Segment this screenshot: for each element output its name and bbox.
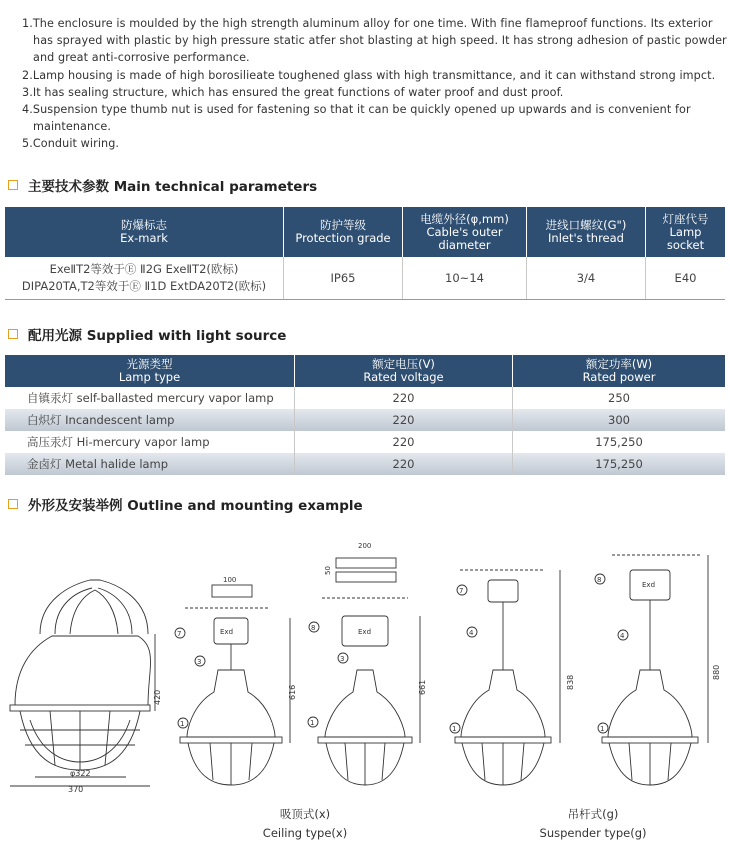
bullet-square-icon — [8, 329, 18, 339]
dim-width-label: 370 — [68, 785, 84, 794]
callout-label: 1 — [180, 720, 185, 728]
lamp-type-cell: 白炽灯 Incandescent lamp — [5, 409, 295, 431]
table-row — [5, 409, 725, 431]
power-cell: 175,250 — [513, 453, 726, 475]
callout-label: 1 — [600, 725, 605, 733]
front-view-lamp — [10, 580, 155, 786]
light-source-table — [5, 355, 725, 475]
feature-item: 3.It has sealing structure, which has ensured the great functions of water proof and dust proof. — [22, 85, 564, 99]
callout-label: 7 — [459, 587, 464, 595]
dim-diameter-label: φ322 — [70, 769, 91, 778]
technical-parameters-table — [5, 207, 725, 300]
dim-200-label: 200 — [358, 542, 372, 550]
lamp-type-cell: 金卤灯 Metal halide lamp — [5, 453, 295, 475]
table-row — [5, 453, 725, 475]
callout-label: 3 — [197, 658, 202, 666]
exd-label: Exd — [642, 581, 656, 589]
suspender-type-drawing-1 — [455, 570, 560, 785]
callout-label: 7 — [177, 630, 182, 638]
table-header-row — [5, 355, 725, 387]
feature-item: 1.The enclosure is moulded by the high strength aluminum alloy for one time. With fine flameproof functions. Its exterior has sprayed with plastic by high pressure static atfer shot blasting at high speed. It has strong adhesion of pastic powder and great anti-corrosive performance. — [22, 17, 727, 65]
callout-label: 8 — [597, 576, 602, 584]
ceiling-type-caption: 吸顶式(x) Ceiling type(x) — [262, 807, 348, 840]
voltage-cell: 220 — [295, 387, 513, 409]
cable-cell: 10~14 — [403, 257, 527, 299]
feature-item: 2.Lamp housing is made of high borosilieate toughened glass with high transmittance, and it can withstand strong impct. — [22, 68, 716, 82]
suspender-type-caption: 吊杆式(g) Suspender type(g) — [539, 807, 647, 840]
header-lamp-type: 光源类型 Lamp type — [5, 355, 295, 387]
section-title-technical-parameters: 主要技术参数 Main technical parameters — [8, 175, 317, 195]
callout-label: 3 — [340, 655, 345, 663]
protection-cell: IP65 — [284, 257, 403, 299]
ex-mark-cell: ExeⅡT2等效于Ⓔ Ⅱ2G ExeⅡT2(欧标) DIPA20TA,T2等效于Ⓔ Ⅱ1D ExtDA20T2(欧标) — [5, 257, 284, 299]
table-row — [5, 257, 725, 299]
header-rated-power: 额定功率(W) Rated power — [513, 355, 726, 387]
exd-label: Exd — [220, 628, 234, 636]
socket-cell: E40 — [646, 257, 726, 299]
ceiling-type-drawing-1 — [180, 576, 290, 785]
exd-label: Exd — [358, 628, 372, 636]
section-title-light-source: 配用光源 Supplied with light source — [8, 324, 286, 344]
callout-label: 1 — [452, 725, 457, 733]
dim-661-label: 661 — [418, 679, 427, 695]
outline-drawing — [0, 530, 730, 800]
header-lamp-socket: 灯座代号 Lamp socket — [646, 207, 726, 257]
feature-item: 5.Conduit wiring. — [22, 137, 120, 151]
header-inlet-thread: 进线口螺纹(G") Inlet's thread — [527, 207, 646, 257]
header-rated-voltage: 额定电压(V) Rated voltage — [295, 355, 513, 387]
dim-616-label: 616 — [288, 684, 297, 700]
voltage-cell: 220 — [295, 453, 513, 475]
suspender-type-drawing-2 — [602, 555, 708, 785]
lamp-type-cell: 高压汞灯 Hi-mercury vapor lamp — [5, 431, 295, 453]
feature-item: 4.Suspension type thumb nut is used for fastening so that it can be quickly opened up upwards and is convenient for maintenance. — [22, 103, 691, 134]
power-cell: 300 — [513, 409, 726, 431]
feature-list — [22, 15, 728, 153]
dim-50-label: 50 — [324, 566, 332, 575]
header-protection-grade: 防护等级 Protection grade — [284, 207, 403, 257]
dim-height-label: 420 — [153, 689, 162, 705]
table-header-row — [5, 207, 725, 257]
section-title-outline-mounting: 外形及安装举例 Outline and mounting example — [8, 494, 363, 514]
header-cable-diameter: 电缆外径(φ,mm) Cable's outer diameter — [403, 207, 527, 257]
callout-label: 1 — [310, 719, 315, 727]
bullet-square-icon — [8, 499, 18, 509]
dim-880-label: 880 — [712, 664, 721, 680]
table-row — [5, 431, 725, 453]
voltage-cell: 220 — [295, 409, 513, 431]
thread-cell: 3/4 — [527, 257, 646, 299]
header-ex-mark: 防爆标志 Ex-mark — [5, 207, 284, 257]
voltage-cell: 220 — [295, 431, 513, 453]
bullet-square-icon — [8, 180, 18, 190]
lamp-type-cell: 自镇汞灯 self-ballasted mercury vapor lamp — [5, 387, 295, 409]
power-cell: 250 — [608, 391, 630, 405]
dim-100-label: 100 — [223, 576, 237, 584]
callout-label: 4 — [469, 629, 474, 637]
power-cell: 175,250 — [595, 435, 643, 449]
callout-label: 4 — [620, 632, 625, 640]
callout-label: 8 — [311, 624, 316, 632]
ceiling-type-drawing-2 — [318, 542, 420, 785]
table-row — [5, 387, 725, 409]
dim-838-label: 838 — [566, 674, 575, 690]
